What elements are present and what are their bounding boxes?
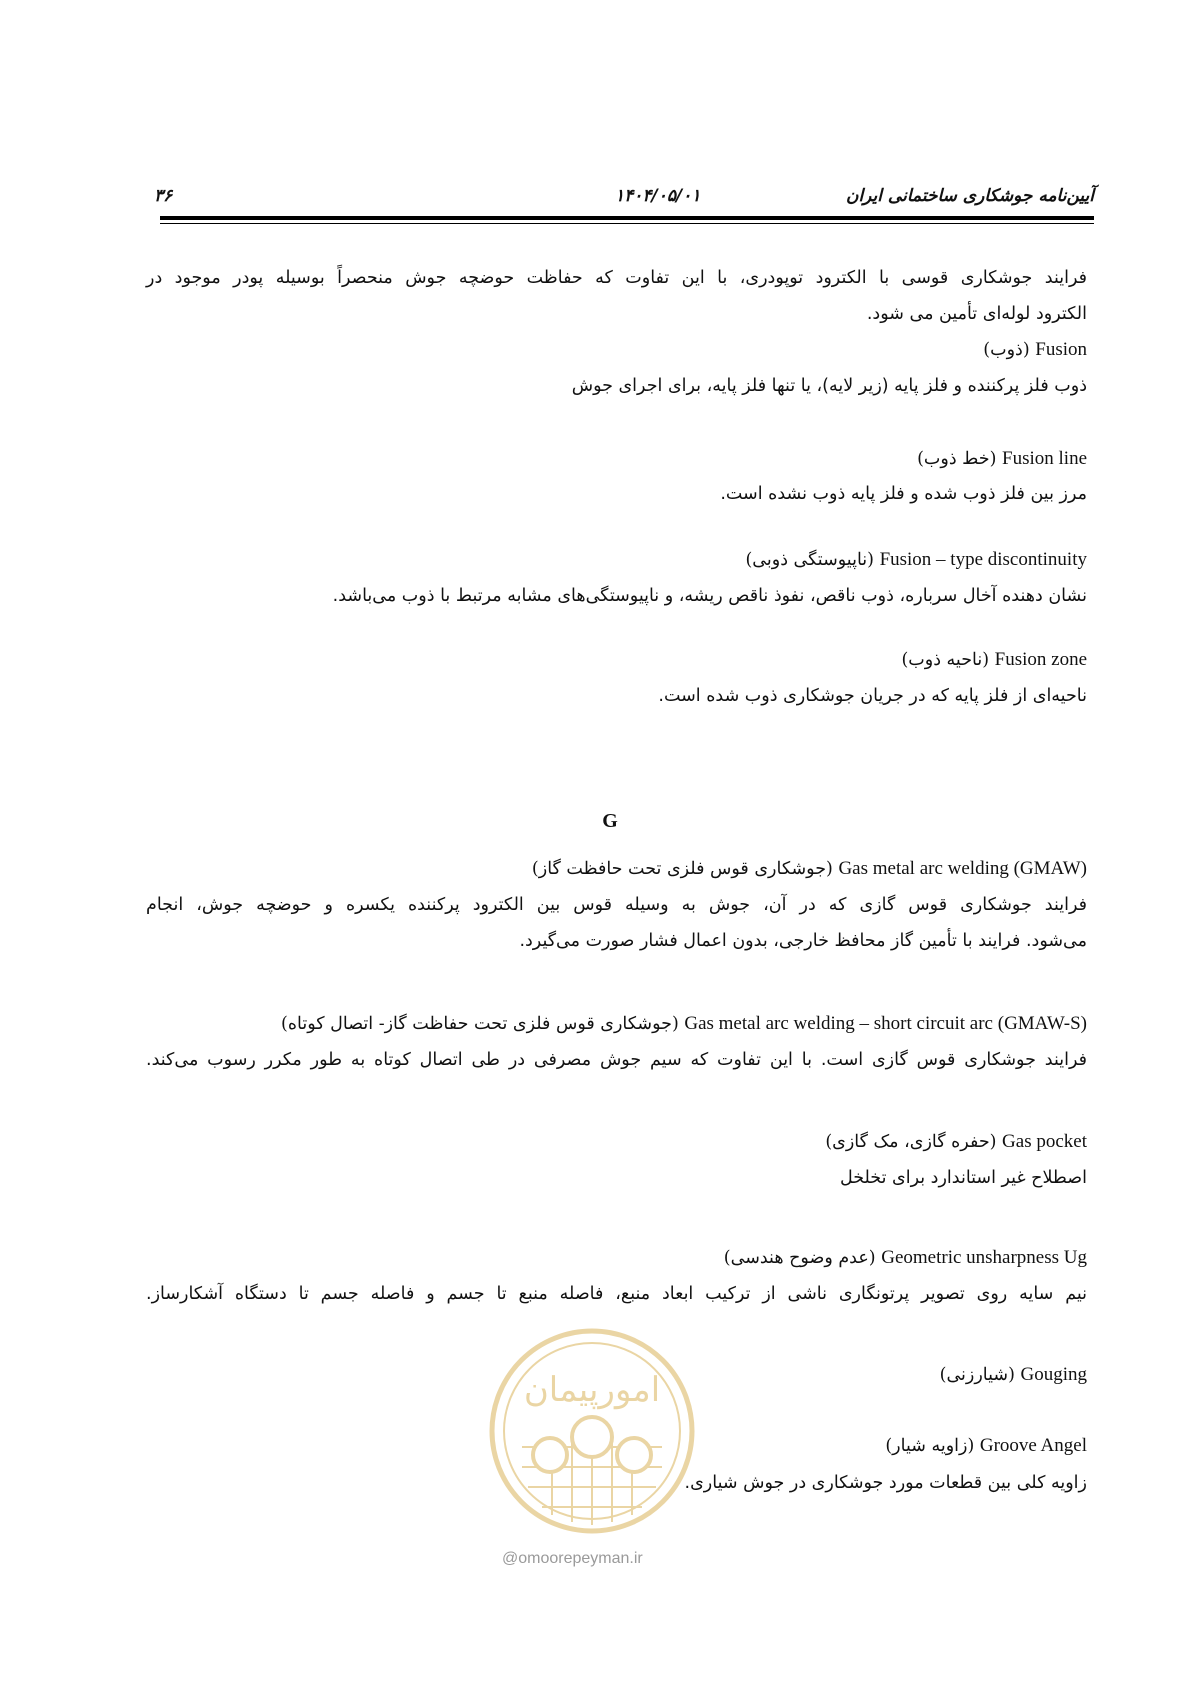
term-fa: (حفره گازی، مک گازی) bbox=[825, 1132, 997, 1152]
term-fa: (جوشکاری قوس فلزی تحت حافظت گاز) bbox=[531, 859, 833, 879]
term-en: Fusion – type discontinuity bbox=[879, 549, 1087, 570]
term-heading-fusion bbox=[983, 337, 1087, 363]
term-en: Gas pocket bbox=[1002, 1131, 1087, 1152]
term-fa: (شیارزنی) bbox=[939, 1365, 1015, 1385]
page-header bbox=[154, 186, 1094, 214]
watermark-seal bbox=[488, 1327, 696, 1535]
intro-paragraph-line-2: الکترود لوله‌ای تأمین می شود. bbox=[866, 304, 1087, 324]
watermark-site: @omoorepeyman.ir bbox=[502, 1550, 643, 1567]
term-definition-gmaw-line-1: فرایند جوشکاری قوس گازی که در آن، جوش به وسیله قوس بین الکترود پرکننده یکسره و حوضچه جوش، انجام bbox=[146, 895, 1087, 915]
term-en: Gas metal arc welding – short circuit arc (GMAW-S) bbox=[684, 1013, 1087, 1034]
term-fa: (زاویه شیار) bbox=[885, 1436, 975, 1456]
term-fa: (ناپیوستگی ذوبی) bbox=[745, 550, 874, 570]
header-rule-thick bbox=[160, 216, 1094, 220]
term-heading-gmaw bbox=[532, 856, 1087, 882]
term-en: Groove Angel bbox=[979, 1435, 1087, 1456]
header-date: ۱۴۰۴/۰۵/۰۱ bbox=[615, 186, 701, 206]
term-en: Fusion zone bbox=[994, 649, 1087, 670]
term-heading-gas-pocket bbox=[825, 1129, 1087, 1155]
term-definition-gmaw-line-2: می‌شود. فرایند با تأمین گاز محافظ خارجی، بدون اعمال فشار صورت می‌گیرد. bbox=[519, 931, 1087, 951]
term-en: Fusion bbox=[1035, 339, 1087, 360]
term-definition-fusion: ذوب فلز پرکننده و فلز پایه (زیر لایه)، یا تنها فلز پایه، برای اجرای جوش bbox=[571, 376, 1087, 396]
header-title: آیین‌نامه جوشکاری ساختمانی ایران bbox=[845, 186, 1094, 206]
gear-icon bbox=[533, 1438, 567, 1472]
page-number: ۳۶ bbox=[154, 186, 173, 206]
term-heading-fusion-type bbox=[745, 547, 1087, 573]
term-heading-fusion-zone bbox=[901, 647, 1087, 673]
term-en: Gouging bbox=[1020, 1364, 1087, 1385]
term-definition-fusion-type: نشان دهنده آخال سرباره، ذوب ناقص، نفوذ ناقص ریشه، و ناپیوستگی‌های مشابه مرتبط با ذوب می‌باشد. bbox=[332, 586, 1087, 606]
watermark-text: امورپیمان bbox=[523, 1370, 661, 1410]
term-definition-gmaw-s: فرایند جوشکاری قوس گازی است. با این تفاوت که سیم جوش مصرفی در طی اتصال کوتاه به طور مکرر رسوب می‌کند. bbox=[146, 1050, 1087, 1070]
term-heading-geometric-unsharpness bbox=[724, 1245, 1087, 1271]
term-en: Geometric unsharpness Ug bbox=[881, 1247, 1087, 1268]
term-fa: (جوشکاری قوس فلزی تحت حفاظت گاز- اتصال کوتاه) bbox=[281, 1014, 679, 1034]
term-heading-gouging bbox=[940, 1362, 1087, 1388]
intro-paragraph-line-1: فرایند جوشکاری قوسی با الکترود توپودری، با این تفاوت که حفاظت حوضچه جوش منحصراً بوسیله پودر موجود در bbox=[146, 268, 1087, 288]
term-fa: (خط ذوب) bbox=[917, 449, 997, 469]
term-en: Fusion line bbox=[1002, 448, 1087, 469]
term-definition-groove-angle: زاویه کلی بین قطعات مورد جوشکاری در جوش شیاری. bbox=[684, 1473, 1087, 1493]
gear-icon bbox=[617, 1438, 651, 1472]
term-fa: (ناحیه ذوب) bbox=[901, 650, 990, 670]
term-fa: (عدم وضوح هندسی) bbox=[723, 1248, 876, 1268]
gear-icon bbox=[572, 1417, 612, 1457]
term-definition-fusion-line: مرز بین فلز ذوب شده و فلز پایه ذوب نشده است. bbox=[720, 484, 1087, 504]
term-heading-gmaw-s bbox=[281, 1011, 1087, 1037]
term-heading-groove-angle bbox=[885, 1433, 1087, 1459]
term-definition-fusion-zone: ناحیه‌ای از فلز پایه که در جریان جوشکاری ذوب شده است. bbox=[658, 686, 1087, 706]
section-letter: G bbox=[602, 810, 618, 832]
term-definition-geometric-unsharpness: نیم سایه روی تصویر پرتونگاری ناشی از ترکیب ابعاد منبع، فاصله منبع تا جسم و فاصله جسم تا دستگاه آشکارساز. bbox=[146, 1284, 1087, 1304]
term-heading-fusion-line bbox=[917, 446, 1087, 472]
term-en: Gas metal arc welding (GMAW) bbox=[838, 858, 1087, 879]
term-definition-gas-pocket: اصطلاح غیر استاندارد برای تخلخل bbox=[839, 1168, 1087, 1188]
header-rule-thin bbox=[160, 223, 1094, 224]
term-fa: (ذوب) bbox=[983, 340, 1030, 360]
